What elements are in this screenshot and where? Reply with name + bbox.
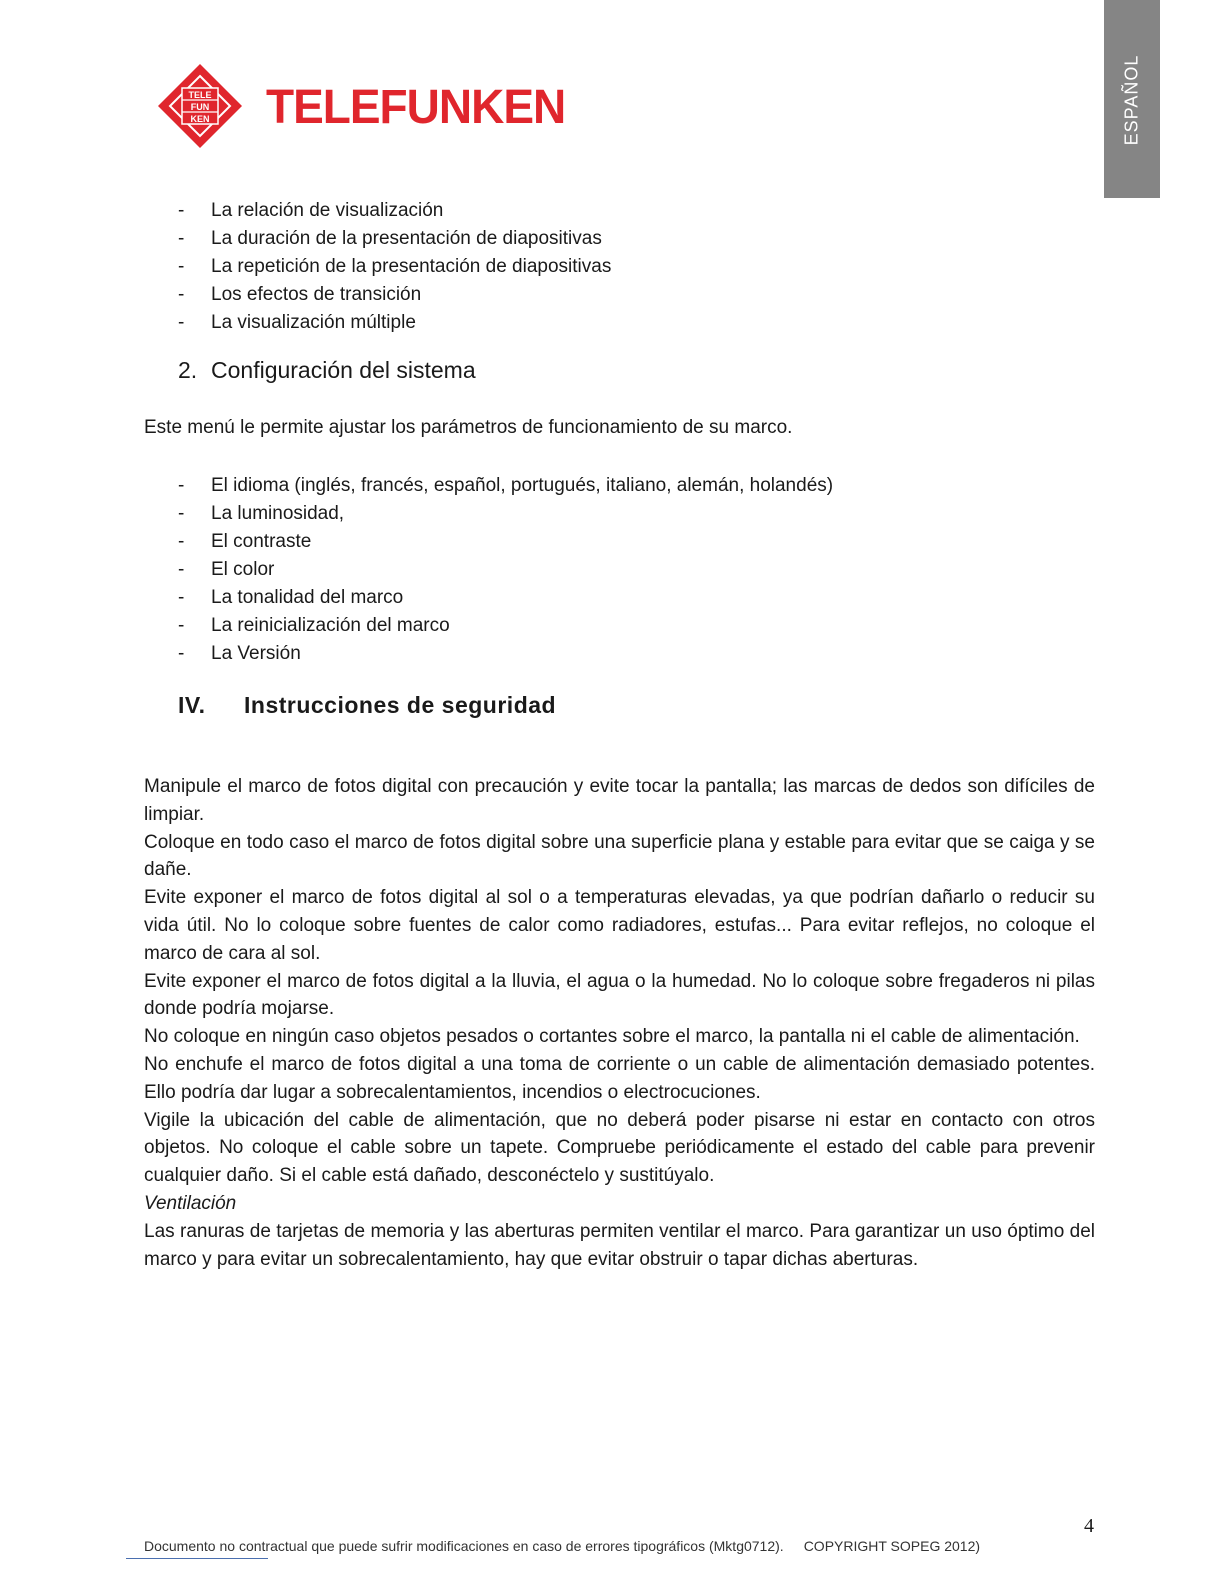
logo-wordmark: TELEFUNKEN	[266, 78, 566, 134]
ventilation-heading: Ventilación	[144, 1192, 237, 1214]
telefunken-diamond-icon	[156, 62, 244, 150]
list-item: - La relación de visualización	[178, 200, 444, 221]
section-heading-system-config: 2. Configuración del sistema	[178, 357, 476, 383]
list-item: - Los efectos de transición	[178, 284, 422, 305]
footer-divider	[126, 1558, 268, 1559]
logo-mark-line-1: TELE	[188, 90, 212, 100]
list-item: - La reinicialización del marco	[178, 615, 450, 636]
display-options-list	[178, 197, 611, 337]
page-number: 4	[1084, 1515, 1094, 1537]
list-item: - El contraste	[178, 531, 312, 552]
list-item: - La luminosidad,	[178, 503, 345, 524]
paragraph: Vigile la ubicación del cable de alimentación, que no deberá poder pisarse ni estar en contacto con otros objetos. No coloque el cable sobre un tapete. Compruebe periódicamente el estado del cable para prevenir cualquier daño. Si el cable está dañado, desconéctelo y sustitúyalo.	[144, 1109, 1095, 1187]
section-heading-safety: IV. Instrucciones de seguridad	[178, 692, 557, 718]
language-tab	[1104, 0, 1160, 198]
system-options-list	[178, 472, 833, 668]
footer-disclaimer: Documento no contractual que puede sufrir modificaciones en caso de errores tipográficos (Mktg0712).	[144, 1538, 784, 1554]
list-item: - El idioma (inglés, francés, español, portugués, italiano, alemán, holandés)	[178, 475, 834, 496]
paragraph: No enchufe el marco de fotos digital a una toma de corriente o un cable de alimentación demasiado potentes. Ello podría dar lugar a sobrecalentamientos, incendios o electrocuciones.	[144, 1053, 1095, 1103]
list-item: - La duración de la presentación de diapositivas	[178, 228, 602, 249]
list-item: - La visualización múltiple	[178, 312, 416, 333]
footer-copyright: COPYRIGHT SOPEG 2012)	[803, 1538, 981, 1554]
list-item: - El color	[178, 559, 275, 580]
logo-mark-line-2: FUN	[190, 102, 210, 112]
telefunken-logo	[156, 62, 565, 150]
intro-paragraph: Este menú le permite ajustar los parámetros de funcionamiento de su marco.	[144, 417, 793, 438]
list-item: - La repetición de la presentación de diapositivas	[178, 256, 612, 277]
language-tab-label: ESPAÑOL	[1121, 54, 1142, 146]
paragraph: Coloque en todo caso el marco de fotos digital sobre una superficie plana y estable para evitar que se caiga y se dañe.	[144, 831, 1095, 881]
list-item: - La tonalidad del marco	[178, 587, 404, 608]
paragraph: No coloque en ningún caso objetos pesados o cortantes sobre el marco, la pantalla ni el cable de alimentación.	[144, 1026, 1080, 1048]
logo-mark-line-3: KEN	[190, 114, 210, 124]
list-item: - La Versión	[178, 643, 301, 664]
paragraph: Evite exponer el marco de fotos digital a la lluvia, el agua o la humedad. No lo coloque sobre fregaderos ni pilas donde podría mojarse.	[144, 970, 1095, 1020]
paragraph: Evite exponer el marco de fotos digital al sol o a temperaturas elevadas, ya que podrían dañarlo o reducir su vida útil. No lo coloque sobre fuentes de calor como radiadores, estufas... Para evitar reflejos, no coloque el marco de cara al sol.	[144, 887, 1095, 964]
safety-instructions	[144, 773, 1095, 1273]
ventilation-paragraph: Las ranuras de tarjetas de memoria y las aberturas permiten ventilar el marco. Para garantizar un uso óptimo del marco y para evitar un sobrecalentamiento, hay que evitar obstruir o tapar dichas aberturas.	[144, 1220, 1095, 1270]
paragraph: Manipule el marco de fotos digital con precaución y evite tocar la pantalla; las marcas de dedos son difíciles de limpiar.	[144, 776, 1095, 825]
footer	[144, 1538, 980, 1554]
